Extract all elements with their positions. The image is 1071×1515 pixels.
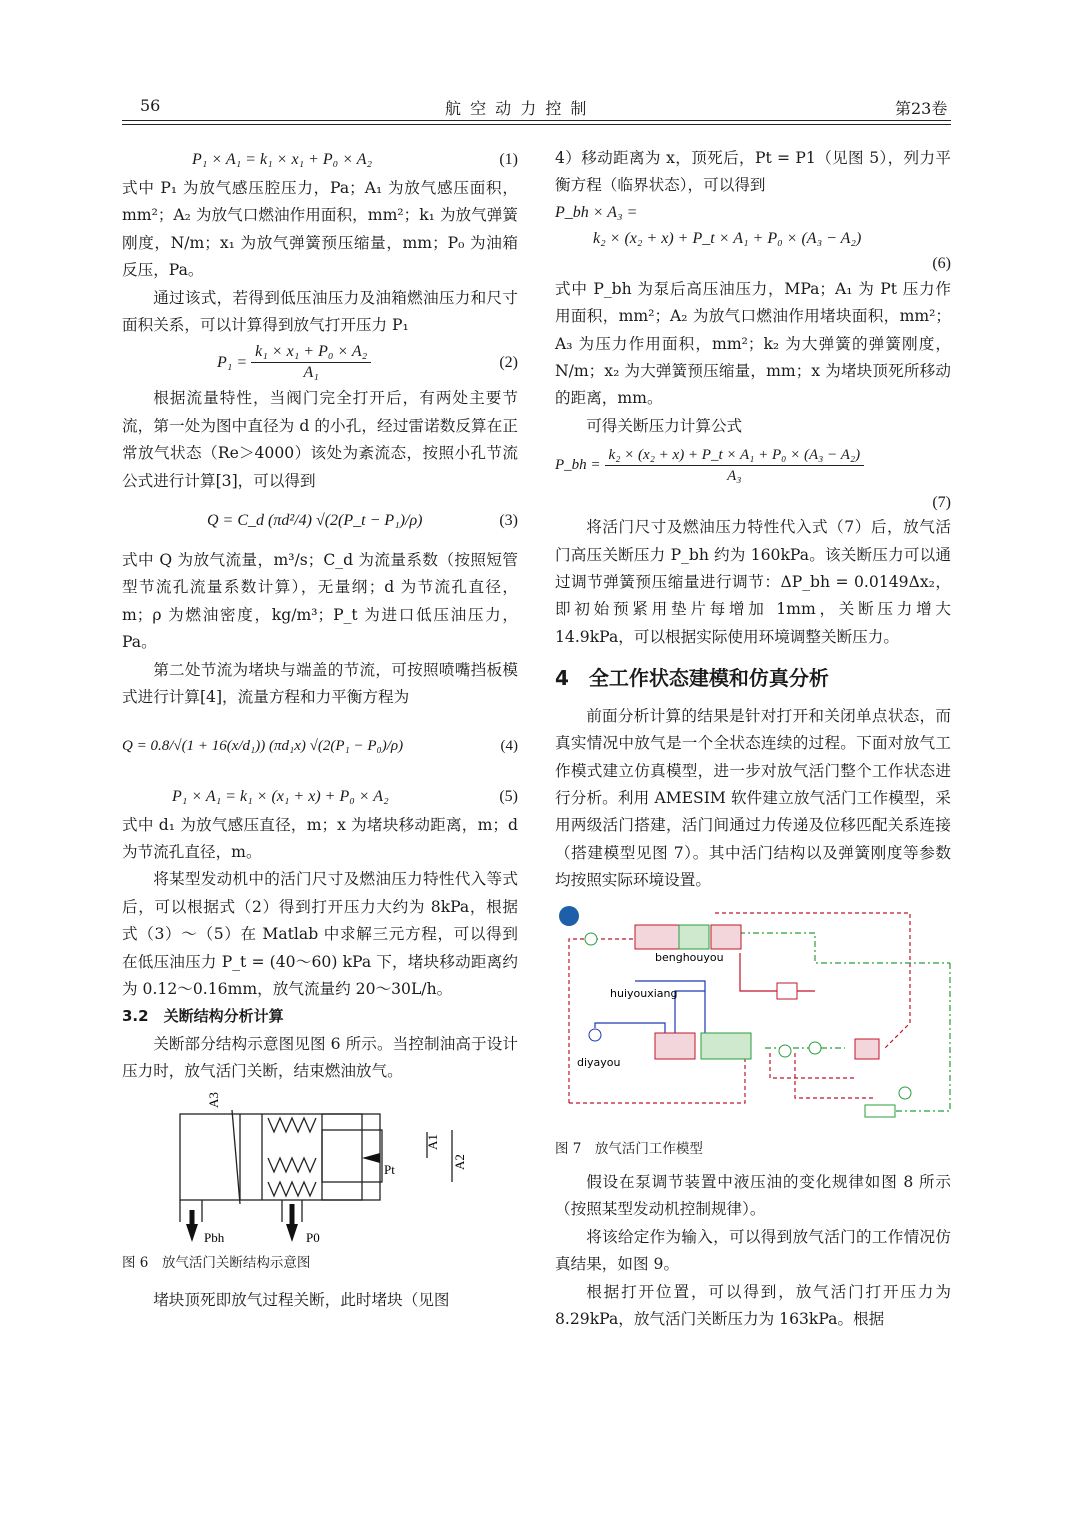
equation-5 xyxy=(122,782,518,812)
paragraph: 式中 d₁ 为放气感压直径，m；x 为堵块移动距离，m；d 为节流孔直径，m。 xyxy=(122,815,518,861)
left-column xyxy=(122,145,518,1314)
equation-6-lhs: P_bh × A₃ = xyxy=(555,204,638,222)
equation-6-rhs: k₂ × (x₂ + x) + P_t × A₁ + P₀ × (A₃ − A₂) xyxy=(593,230,862,248)
paragraph: 堵块顶死即放气过程关断，此时堵块（见图 xyxy=(153,1290,450,1309)
equation-2-number: (2) xyxy=(499,353,518,371)
equation-3-body: Q = C_d (πd²/4) √(2(P_t − P₁)/ρ) xyxy=(207,512,423,530)
paragraph: 式中 Q 为放气流量，m³/s；C_d 为流量系数（按照短管型节流孔流量系数计算），无量纲；d 为节流孔直径，m；ρ 为燃油密度，kg/m³；P_t 为进口低压油压力，Pa。 xyxy=(122,551,518,652)
label-a2: A2 xyxy=(452,1153,467,1170)
valve-1-piston-icon xyxy=(679,925,709,949)
section-heading: 3.2 关断结构分析计算 xyxy=(122,1007,284,1026)
equation-4 xyxy=(122,712,518,782)
equation-7-number: (7) xyxy=(932,493,951,511)
journal-title: 航 空 动 力 控 制 xyxy=(445,99,589,118)
page-number: 56 xyxy=(140,96,161,115)
equation-6-number-row xyxy=(555,252,951,276)
equation-6-line-2 xyxy=(555,226,951,252)
equation-2-fraction xyxy=(251,342,371,383)
paragraph: 根据流量特性，当阀门完全打开后，有两处主要节流，第一处为图中直径为 d 的小孔，经过雷诺数反算在正常放气状态（Re＞4000）该处为紊流态，按照小孔节流公式进行计算[3]，可以得到 xyxy=(122,389,518,490)
valve-2b-icon xyxy=(855,1039,879,1059)
pressure-source-icon xyxy=(589,1029,601,1041)
paragraph: 将活门尺寸及燃油压力特性代入式（7）后，放气活门高压关断压力 P_bh 约为 160kPa。该关断压力可以通过调节弹簧预压缩量进行调节：ΔP_bh = 0.0149Δx₂，即初始预紧用垫片每增加 1mm，关断压力增大 14.9kPa，可以根据实际使用环境调整关断压力。 xyxy=(555,518,951,646)
section-heading: 4 全工作状态建模和仿真分析 xyxy=(555,666,829,691)
equation-4-body: Q = 0.8/√(1 + 16(x/d₁)) (πd₁x) √(2(P₁ − P₀)/ρ) xyxy=(122,737,404,754)
label-diyayou: diyayou xyxy=(577,1055,621,1069)
equation-7-denominator: A₃ xyxy=(727,467,742,484)
figure-6-caption: 图 6 放气活门关断结构示意图 xyxy=(122,1254,311,1271)
valve-2-piston-icon xyxy=(701,1033,751,1059)
label-a3: A3 xyxy=(206,1091,221,1108)
paragraph: 前面分析计算的结果是针对打开和关闭单点状态，而真实情况中放气是一个全状态连续的过程。下面对放气工作模式建立仿真模型，进一步对放气活门整个工作状态进行分析。利用 AMESIM 软件建立放气活门工作模型，采用两级活门搭建，活门间通过力传递及位移匹配关系连接（搭建模型见图 7）。其中活门结构以及弹簧刚度等参数均按照实际环境设置。 xyxy=(555,706,951,890)
right-column xyxy=(555,145,951,1333)
header-rule xyxy=(122,120,951,121)
header-rule-thin xyxy=(122,124,951,125)
paragraph: 假设在泵调节装置中液压油的变化规律如图 8 所示（按照某型发动机控制规律）。 xyxy=(555,1172,951,1219)
pt-arrow-icon xyxy=(362,1153,380,1163)
volume-label: 第23卷 xyxy=(895,99,948,118)
pbh-arrow-icon xyxy=(186,1224,198,1242)
paragraph: 式中 P_bh 为泵后高压油压力，MPa；A₁ 为 Pt 压力作用面积，mm²；A₂ 为放气口燃油作用堵块面积，mm²；A₃ 为压力作用面积，mm²；k₂ 为大弹簧的弹簧刚度，N/m；x₂ 为大弹簧预压缩量，mm；x 为堵块顶死所移动的距离，mm。 xyxy=(555,279,951,408)
figure-6-diagram xyxy=(122,1092,518,1242)
label-p0: P0 xyxy=(306,1229,320,1242)
equation-7-fraction xyxy=(605,445,865,486)
equation-7-lhs: P_bh = xyxy=(555,456,601,473)
paragraph: 式中 P₁ 为放气感压腔压力，Pa；A₁ 为放气感压面积，mm²；A₂ 为放气口燃油作用面积，mm²；k₁ 为放气弹簧刚度，N/m；x₁ 为放气弹簧预压缩量，mm；P₀ 为油箱反压，Pa。 xyxy=(122,179,518,280)
valve-1b-icon xyxy=(711,925,741,949)
equation-2-numerator: k₁ × x₁ + P₀ × A₂ xyxy=(251,342,371,363)
paragraph: 将某型发动机中的活门尺寸及燃油压力特性代入等式后，可以根据式（2）得到打开压力大约为 8kPa，根据式（3）～（5）在 Matlab 中求解三元方程，可以得到在低压油压力 P_t = (40～60) kPa 下，堵块移动距离约为 0.12～0.16mm，放气流量约 20～30L/h。 xyxy=(122,870,518,998)
paragraph: 4）移动距离为 x，顶死后，Pt = P1（见图 5），列力平衡方程（临界状态），可以得到 xyxy=(555,149,951,195)
p0-arrow-icon xyxy=(286,1224,298,1242)
orifice-icon xyxy=(777,983,797,999)
sensor-icon xyxy=(779,1045,791,1057)
figure-7-diagram xyxy=(555,903,951,1128)
force-source-icon xyxy=(899,1087,911,1099)
paragraph: 根据打开位置，可以得到，放气活门打开压力为 8.29kPa，放气活门关断压力为 163kPa。根据 xyxy=(555,1282,951,1328)
equation-5-body: P₁ × A₁ = k₁ × (x₁ + x) + P₀ × A₂ xyxy=(172,787,389,805)
paragraph: 第二处节流为堵块与端盖的节流，可按照喷嘴挡板模式进行计算[4]，流量方程和力平衡方程为 xyxy=(122,660,518,707)
equation-7-numerator: k₂ × (x₂ + x) + P_t × A₁ + P₀ × (A₃ − A₂) xyxy=(605,445,865,466)
figure-7-caption: 图 7 放气活门工作模型 xyxy=(555,1140,703,1157)
equation-2 xyxy=(122,339,518,385)
source-icon xyxy=(585,933,597,945)
valve-2-icon xyxy=(655,1033,695,1059)
equation-1-body: P₁ × A₁ = k₁ × x₁ + P₀ × A₂ xyxy=(192,151,373,169)
spring-icon xyxy=(865,1105,895,1117)
equation-2-lhs: P₁ = xyxy=(217,353,248,371)
equation-6-line-1 xyxy=(555,200,951,226)
equation-3-number: (3) xyxy=(499,512,518,530)
paragraph: 将该给定作为输入，可以得到放气活门的工作情况仿真结果，如图 9。 xyxy=(555,1227,951,1274)
equation-4-number: (4) xyxy=(500,737,518,754)
equation-3 xyxy=(122,495,518,547)
label-huiyouxiang: huiyouxiang xyxy=(610,986,678,1000)
label-pt: Pt xyxy=(384,1161,395,1177)
equation-5-number: (5) xyxy=(499,787,518,805)
paragraph: 通过该式，若得到低压油压力及油箱燃油压力和尺寸面积关系，可以计算得到放气打开压力 P₁ xyxy=(122,288,518,335)
equation-1 xyxy=(122,145,518,175)
equation-1-number: (1) xyxy=(499,151,518,169)
label-a1: A1 xyxy=(425,1133,440,1150)
tank-icon xyxy=(559,906,579,926)
equation-7-number-row xyxy=(555,490,951,514)
label-benghouyou: benghouyou xyxy=(655,950,724,964)
valve-1-icon xyxy=(635,925,679,949)
paragraph: 可得关断压力计算公式 xyxy=(586,416,743,435)
paragraph: 关断部分结构示意图见图 6 所示。当控制油高于设计压力时，放气活门关断，结束燃油放气。 xyxy=(122,1034,518,1081)
equation-6-number: (6) xyxy=(932,255,951,273)
label-pbh: Pbh xyxy=(204,1229,225,1242)
equation-7 xyxy=(555,440,951,490)
equation-2-denominator: A₁ xyxy=(303,363,319,381)
sensor-icon xyxy=(809,1042,821,1054)
